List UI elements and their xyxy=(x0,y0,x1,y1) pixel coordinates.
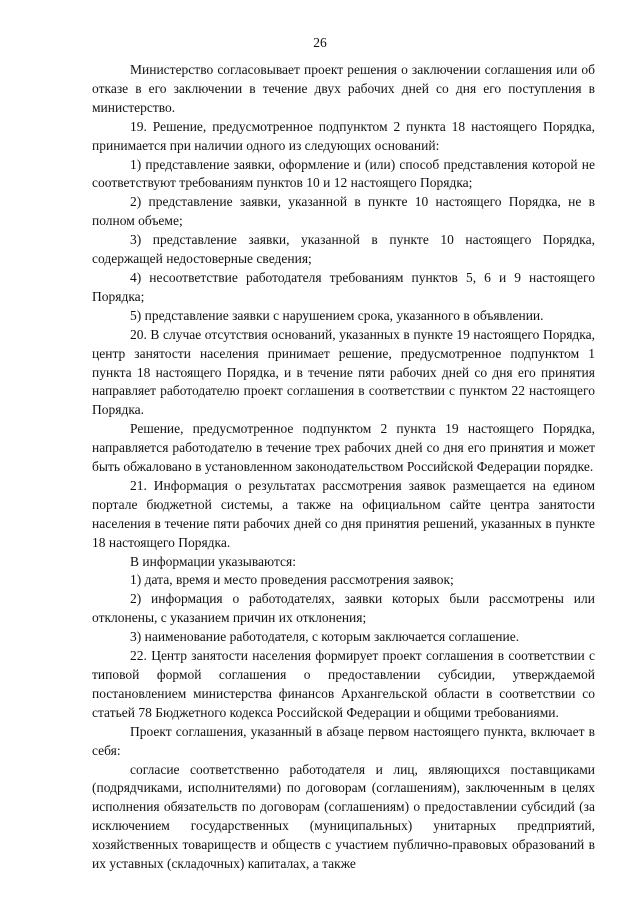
paragraph: 4) несоответствие работодателя требованиям пунктов 5, 6 и 9 настоящего Порядка; xyxy=(92,269,595,304)
page-number: 26 xyxy=(313,35,327,50)
paragraph: Решение, предусмотренное подпунктом 2 пункта 19 настоящего Порядка, направляется работодателю в течение трех рабочих дней со дня его принятия и может быть обжаловано в установленном законодательством Российской Федерации порядке. xyxy=(92,421,595,475)
paragraph: 20. В случае отсутствия оснований, указанных в пункте 19 настоящего Порядка, центр занятости населения принимает решение, предусмотренное подпунктом 1 пункта 18 настоящего Порядка, и в течение пяти рабочих дней со дня его принятия направляет работодателю проект соглашения в соответствии с пунктом 22 настоящего Порядка. xyxy=(92,326,595,418)
paragraph: 3) наименование работодателя, с которым заключается соглашение. xyxy=(130,629,520,645)
paragraph: 1) дата, время и место проведения рассмотрения заявок; xyxy=(130,572,454,588)
paragraph: согласие соответственно работодателя и лиц, являющихся поставщиками (подрядчиками, исполнителями) по договорам (соглашениям), заключенным в целях исполнения обязательств по договорам (соглашениям) о предоставлении субсидий (за исключением государственных (муниципальных) унитарных предприятий, хозяйственных товариществ и обществ с участием публично-правовых образований в их уставных (складочных) капиталах, а также xyxy=(92,761,595,872)
paragraph: В информации указываются: xyxy=(130,553,296,569)
paragraph: 2) представление заявки, указанной в пункте 10 настоящего Порядка, не в полном объеме; xyxy=(92,194,595,229)
document-body xyxy=(92,61,595,874)
paragraph: Проект соглашения, указанный в абзаце первом настоящего пункта, включает в себя: xyxy=(92,723,595,758)
paragraph: Министерство согласовывает проект решения о заключении соглашения или об отказе в его заключении в течение двух рабочих дней со дня его поступления в министерство. xyxy=(92,62,595,115)
paragraph: 1) представление заявки, оформление и (или) способ представления которой не соответствуют требованиям пунктов 10 и 12 настоящего Порядка; xyxy=(92,156,595,191)
paragraph: 22. Центр занятости населения формирует проект соглашения в соответствии с типовой формой соглашения о предоставлении субсидии, утверждаемой постановлением министерства финансов Архангельской области в соответствии со статьей 78 Бюджетного кодекса Российской Федерации и общими требованиями. xyxy=(92,648,595,720)
paragraph: 21. Информация о результатах рассмотрения заявок размещается на едином портале бюджетной системы, а также на официальном сайте центра занятости населения в течение пяти рабочих дней со дня принятия решений, указанных в пункте 18 настоящего Порядка. xyxy=(92,477,595,550)
paragraph: 3) представление заявки, указанной в пункте 10 настоящего Порядка, содержащей недостоверные сведения; xyxy=(92,232,595,267)
paragraph: 19. Решение, предусмотренное подпунктом 2 пункта 18 настоящего Порядка, принимается при наличии одного из следующих оснований: xyxy=(92,118,595,153)
paragraph: 2) информация о работодателях, заявки которых были рассмотрены или отклонены, с указанием причин их отклонения; xyxy=(92,591,595,626)
paragraph: 5) представление заявки с нарушением срока, указанного в объявлении. xyxy=(130,307,544,323)
